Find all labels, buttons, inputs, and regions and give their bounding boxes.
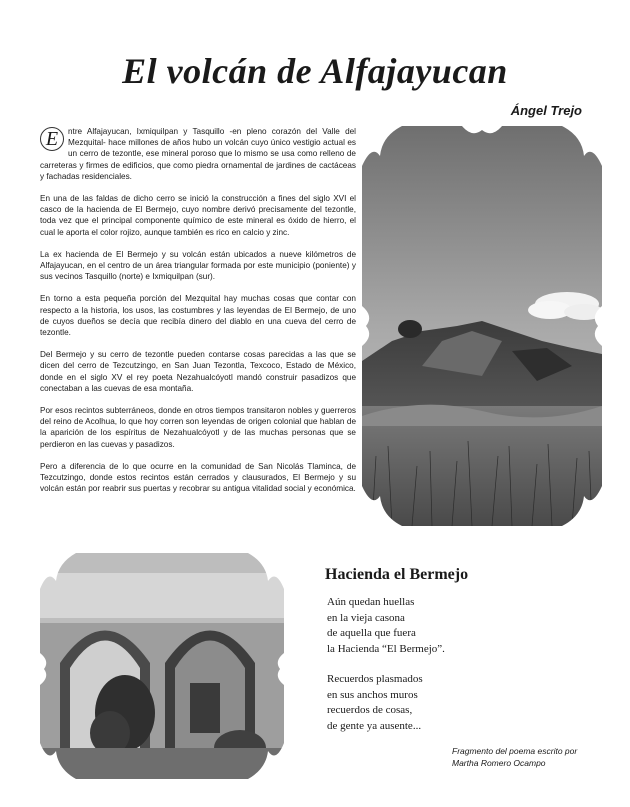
article-title: El volcán de Alfajayucan xyxy=(122,51,508,91)
poem-stanza xyxy=(327,595,445,657)
paragraph-text: ntre Alfajayucan, Ixmiquilpan y Tasquillo -en pleno corazón del Valle del Mezquital- hace millones de años hubo un volcán cuyo único vestigio actual es un cerro de tezontle, ese mineral poroso que lo mismo se usa como relleno de carreteras y firmes de edificios, que como piedra ornamental de jardines de cactáceas y fachadas residenciales. xyxy=(40,127,356,181)
poem-line: Recuerdos plasmados xyxy=(327,673,423,685)
poem-title: Hacienda el Bermejo xyxy=(325,566,469,583)
caption-author: Martha Romero Ocampo xyxy=(452,758,546,768)
caption-line: Fragmento del poema escrito por xyxy=(452,746,578,756)
article-author: Ángel Trejo xyxy=(510,103,582,118)
volcano-photo-illustration xyxy=(362,126,602,526)
poem-line: recuerdos de cosas, xyxy=(327,704,413,716)
poem-line: de aquella que fuera xyxy=(327,627,416,639)
paragraph: Por esos recintos subterráneos, donde en otros tiempos transitaron nobles y guerreros del reino de Acolhua, lo que hoy corren son leyendas de origen colonial que hablan de la aparición de los espíritus de Nezahualcóyotl y de las muchas personas que se perdieron en las cuevas y pasadizos. xyxy=(40,406,356,449)
poem-line: Aún quedan huellas xyxy=(327,596,415,608)
poem-stanza xyxy=(327,672,445,734)
poem-line: la Hacienda “El Bermejo”. xyxy=(327,642,445,655)
poem-body xyxy=(327,595,445,749)
paragraph: Pero a diferencia de lo que ocurre en la comunidad de San Nicolás Tlaminca, de Tezcutzingo, donde estos recintos están cerrados y clausurados, El Bermejo y su volcán están por reabrir sus puertas y recobrar su antigua vitalidad social y económica. xyxy=(40,461,356,494)
paragraph: En torno a esta pequeña porción del Mezquital hay muchas cosas que contar con respecto a la historia, los usos, las costumbres y las leyendas de El Bermejo, de uno de cuyos dueños se decía que recibía dinero del diablo en una cueva del cerro de tezontle. xyxy=(40,294,356,338)
paragraph: La ex hacienda de El Bermejo y su volcán están ubicados a nueve kilómetros de Alfajayucan, en el centro de un área triangular formada por este municipio (poniente) y sus vecinos Tasquillo (norte) e Ixmiquilpan (sur). xyxy=(40,249,356,282)
poem-line: en sus anchos muros xyxy=(327,688,418,701)
paragraph: Del Bermejo y su cerro de tezontle pueden contarse cosas parecidas a las que se dicen del cerro de Tezcutzingo, en San Juan Tezontla, Texcoco, Estado de México, donde en el siglo XV el rey poeta Nezahualcóyotl mandó construir pasadizos que conectaban a las cuevas de esa montaña. xyxy=(40,350,356,393)
poem-caption xyxy=(452,745,577,769)
poem-line: en la vieja casona xyxy=(327,611,405,624)
article-body xyxy=(40,126,356,505)
paragraph: En una de las faldas de dicho cerro se inició la construcción a fines del siglo XVI el casco de la hacienda de El Bermejo, cuyo nombre derivó precisamente del tezontle, toda vez que el principal componente químico de este mineral es óxido de hierro, el cual le aporta el color rojizo, aunque también es rico en calcio y zinc. xyxy=(40,194,356,237)
poem-line: de gente ya ausente... xyxy=(327,719,422,732)
dropcap: E xyxy=(40,127,64,151)
volcano-photo xyxy=(362,126,602,526)
hacienda-photo-illustration xyxy=(40,553,284,779)
hacienda-photo xyxy=(40,553,284,779)
paragraph xyxy=(40,126,356,182)
